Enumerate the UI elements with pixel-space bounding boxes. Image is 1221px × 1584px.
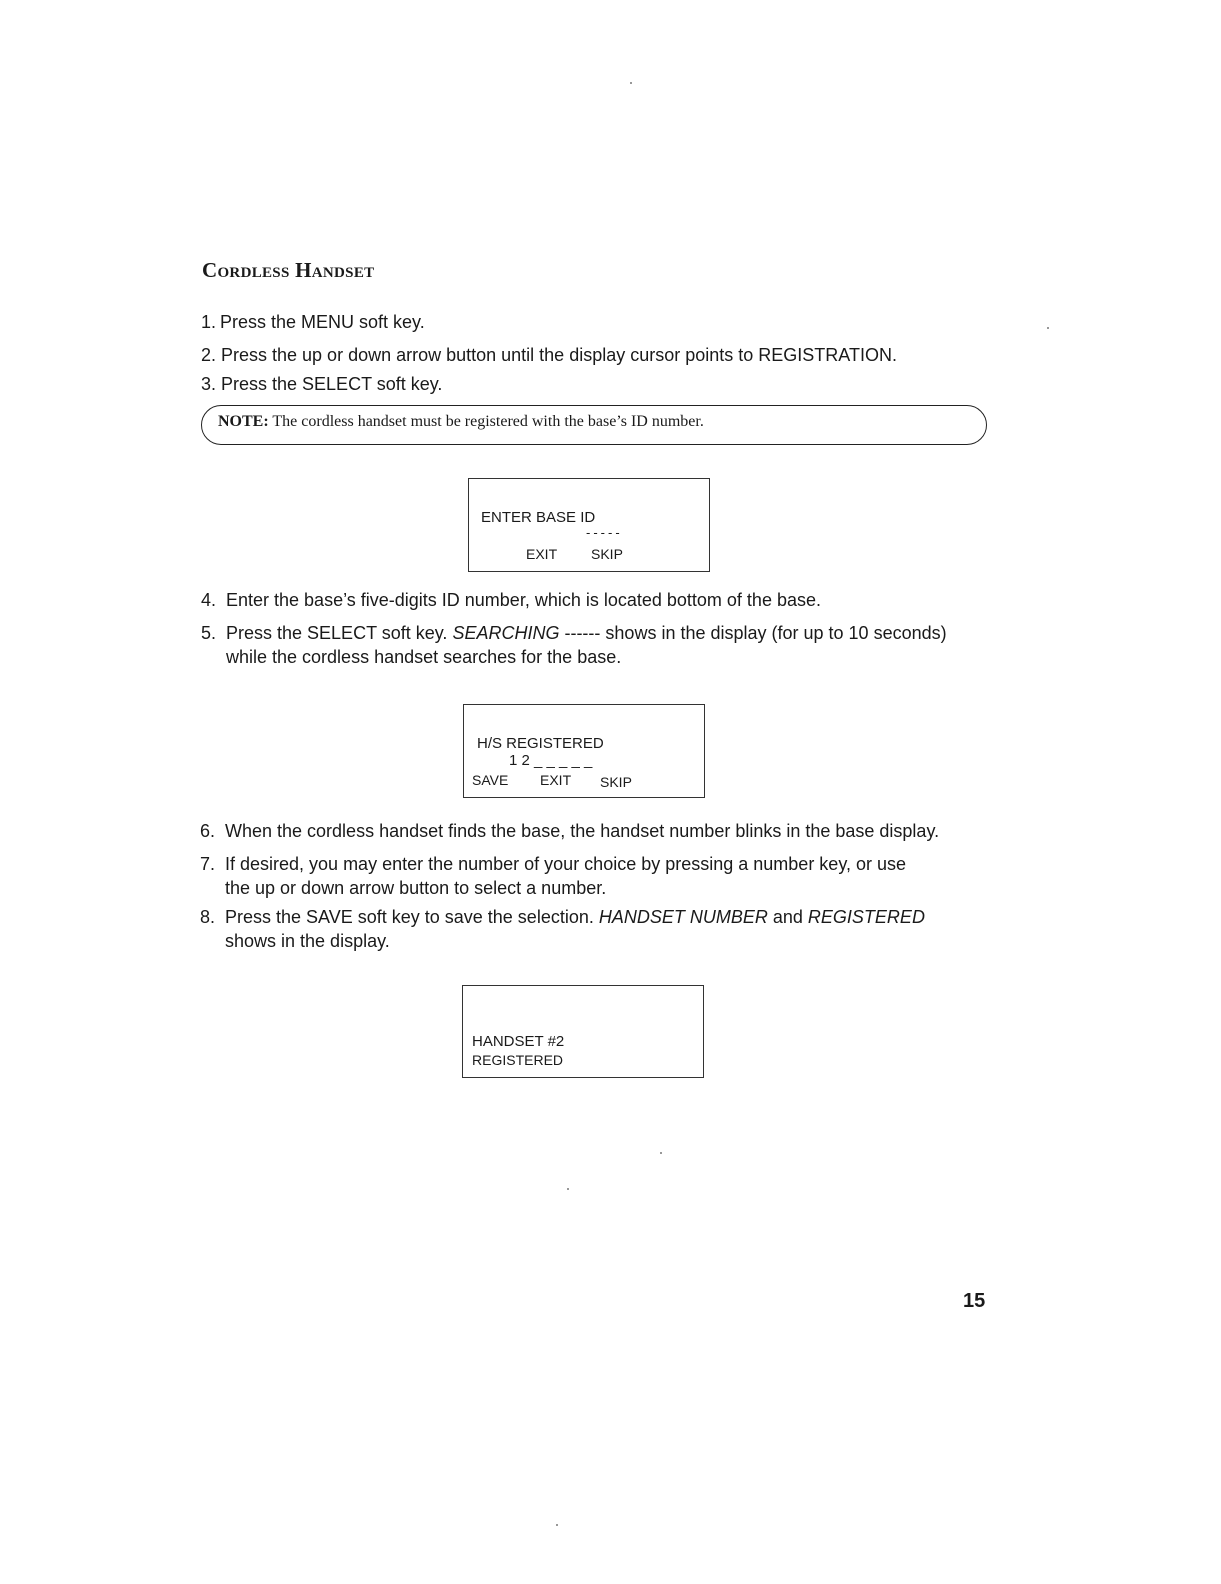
step-text: Press the SELECT soft key. SEARCHING ------ shows in the display (for up to 10 seconds) [226, 623, 947, 643]
lcd-line-1: HANDSET #2 [472, 1033, 565, 1050]
lcd-line-2: 1 2 _ _ _ _ _ [509, 752, 593, 769]
step-number: 2. [201, 345, 217, 365]
step-text: Press the MENU soft key. [220, 312, 425, 332]
step-text: When the cordless handset finds the base, the handset number blinks in the base display. [225, 821, 940, 841]
softkey-exit[interactable]: EXIT [540, 772, 572, 788]
step-text: Press the up or down arrow button until the display cursor points to REGISTRATION. [221, 345, 897, 365]
emphasis-registered: REGISTERED [807, 907, 925, 927]
note-box [201, 405, 987, 445]
note-body: The cordless handset must be registered with the base’s ID number. [272, 413, 704, 430]
softkey-skip[interactable]: SKIP [600, 774, 632, 790]
step-number: 7. [200, 854, 216, 874]
note-text [218, 413, 704, 431]
lcd-display-enter-base-id [468, 478, 710, 572]
softkey-exit[interactable]: EXIT [526, 546, 558, 562]
step-number: 6. [200, 821, 216, 841]
step-number: 1. [201, 312, 217, 332]
scan-speck [660, 1152, 662, 1154]
note-label: NOTE: [218, 413, 269, 430]
step-text-continued: the up or down arrow button to select a number. [225, 878, 607, 898]
lcd-display-hs-registered [463, 704, 705, 798]
softkey-save[interactable]: SAVE [472, 772, 509, 788]
step-text: Enter the base’s five-digits ID number, which is located bottom of the base. [226, 590, 821, 610]
step-number: 4. [201, 590, 217, 610]
step-text: Press the SAVE soft key to save the selection. HANDSET NUMBER and REGISTERED [225, 907, 925, 927]
step-text-continued: while the cordless handset searches for the base. [226, 647, 622, 667]
scan-speck [556, 1524, 558, 1526]
scan-speck [567, 1188, 569, 1190]
lcd-line-2: REGISTERED [472, 1052, 564, 1068]
step-text: If desired, you may enter the number of your choice by pressing a number key, or use [225, 854, 907, 874]
step-number: 8. [200, 907, 216, 927]
emphasis-handset-number: HANDSET NUMBER [598, 907, 768, 927]
emphasis-searching: SEARCHING [452, 623, 560, 643]
scan-speck [1047, 327, 1049, 329]
section-heading: Cordless Handset [202, 258, 375, 282]
lcd-line-1: ENTER BASE ID [481, 509, 596, 526]
page-number: 15 [963, 1290, 986, 1312]
lcd-line-1: H/S REGISTERED [477, 735, 604, 752]
step-text-continued: shows in the display. [225, 931, 390, 951]
step-number: 3. [201, 374, 217, 394]
lcd-display-handset-registered [462, 985, 704, 1078]
scan-speck [630, 82, 632, 84]
step-number: 5. [201, 623, 217, 643]
step-text: Press the SELECT soft key. [221, 374, 443, 394]
softkey-skip[interactable]: SKIP [591, 546, 623, 562]
lcd-line-2: ----- [586, 525, 623, 540]
